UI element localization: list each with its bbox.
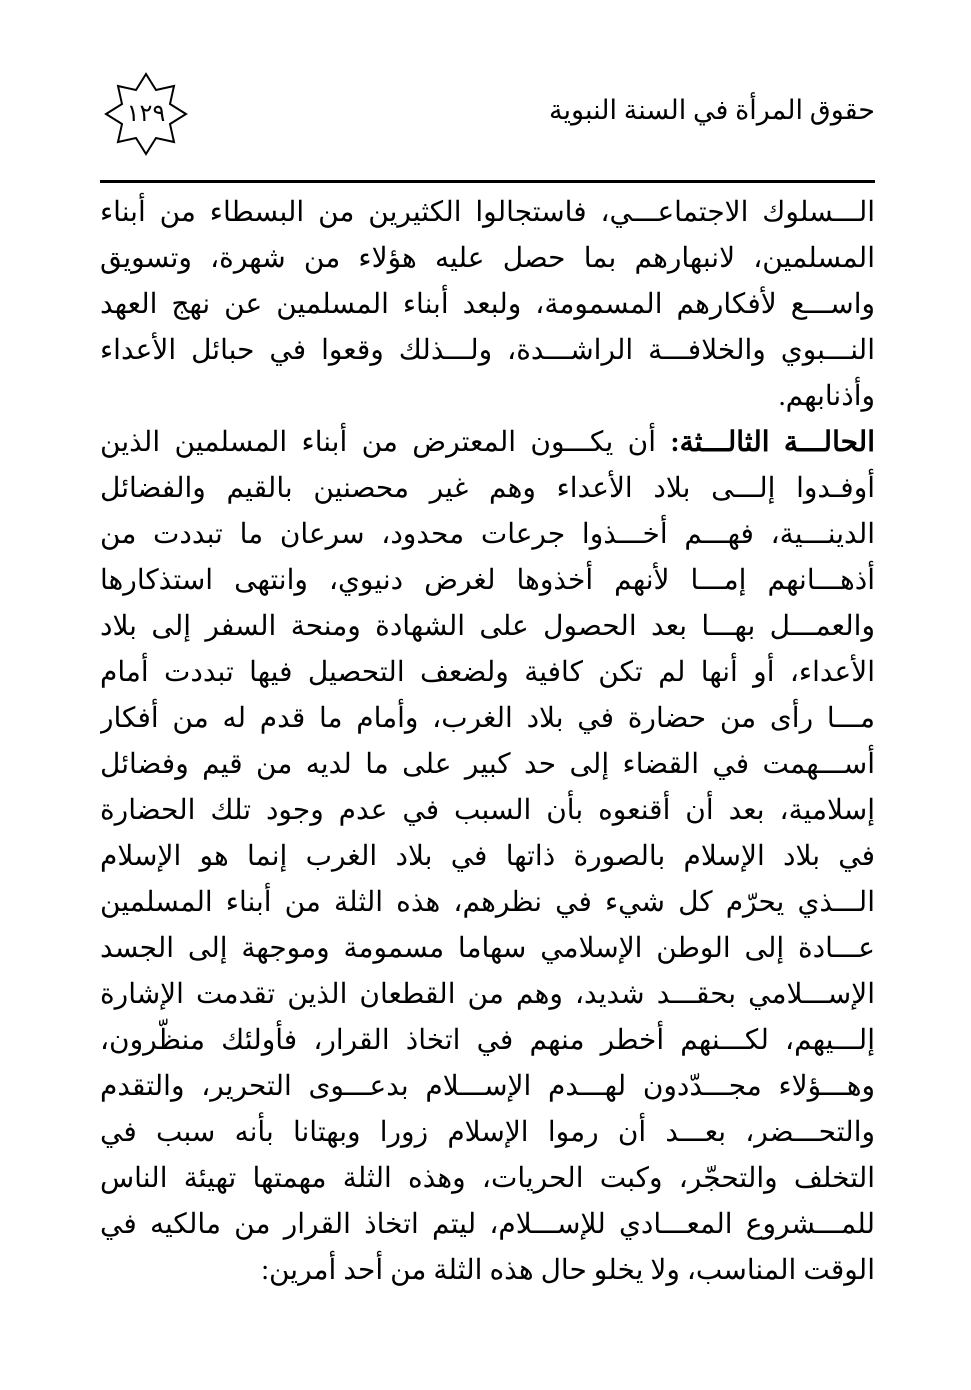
page-number-badge xyxy=(102,70,190,158)
text-line: الدينـــية، فهـــم أخـــذوا جرعات محدود، سرعان ما تبددت من xyxy=(100,519,875,550)
text-line: واســـع لأفكارهم المسمومة، ولبعد أبناء المسلمين عن نهج العهد xyxy=(100,289,875,320)
text-line: أذهـــانهم إمـــا لأنهم أخذوها لغرض دنيوي، وانتهى استذكارها xyxy=(100,565,875,596)
running-title: حقوق المرأة في السنة النبوية xyxy=(549,95,875,125)
text-line: الوقت المناسب، ولا يخلو حال هذه الثلة من أحد أمرين: xyxy=(261,1255,875,1286)
text-line: والتحـــضر، بعـــد أن رموا الإسلام زورا وبهتانا بأنه سبب في xyxy=(100,1117,875,1148)
text-line: أوفـدوا إلـــى بلاد الأعداء وهم غير محصنين بالقيم والفضائل xyxy=(100,473,875,504)
text-line: الإســـلامي بحقـــد شديد، وهم من القطعان الذين تقدمت الإشارة xyxy=(100,979,875,1010)
text-line: في بلاد الإسلام بالصورة ذاتها في بلاد الغرب إنما هو الإسلام xyxy=(100,841,875,872)
text-line: التخلف والتحجّر، وكبت الحريات، وهذه الثلة مهمتها تهيئة الناس xyxy=(100,1163,875,1194)
page-number: ١٢٩ xyxy=(126,101,166,127)
text-line: مـــا رأى من حضارة في بلاد الغرب، وأمام ما قدم له من أفكار xyxy=(100,703,875,734)
section-first-line xyxy=(100,420,875,466)
header-divider xyxy=(100,180,875,183)
text-line: النـــبوي والخلافـــة الراشـــدة، ولـــذلك وقعوا في حبائل الأعداء xyxy=(100,335,875,366)
text-line: للمـــشروع المعـــادي للإســـلام، ليتم اتخاذ القرار من مالكيه في xyxy=(100,1209,875,1240)
text-line: إسلامية، بعد أن أقنعوه بأن السبب في عدم وجود تلك الحضارة xyxy=(100,795,875,826)
text-line: وأذنابهم. xyxy=(778,381,875,412)
text-line: الـــذي يحرّم كل شيء في نظرهم، هذه الثلة من أبناء المسلمين xyxy=(100,887,875,918)
text-line: عـــادة إلى الوطن الإسلامي سهاما مسمومة وموجهة إلى الجسد xyxy=(100,933,875,964)
text-line: إلـــيهم، لكـــنهم أخطر منهم في اتخاذ القرار، فأولئك منظّرون، xyxy=(100,1025,875,1056)
section-heading: الحالـــة الثالـــثة: xyxy=(670,427,875,458)
text-line: المسلمين، لانبهارهم بما حصل عليه هؤلاء من شهرة، وتسويق xyxy=(100,243,875,274)
text-line: وهـــؤلاء مجـــدّدون لهـــدم الإســـلام بدعـــوى التحرير، والتقدم xyxy=(100,1071,875,1102)
text-line: الأعداء، أو أنها لم تكن كافية ولضعف التحصيل فيها تبددت أمام xyxy=(100,657,875,688)
text-line: والعمـــل بهـــا بعد الحصول على الشهادة ومنحة السفر إلى بلاد xyxy=(100,611,875,642)
body-text xyxy=(100,190,875,1294)
text-line: الـــسلوك الاجتماعـــي، فاستجالوا الكثيرين من البسطاء من أبناء xyxy=(100,197,875,228)
page-header xyxy=(100,70,875,170)
section-first-line-text: أن يكـــون المعترض من أبناء المسلمين الذين xyxy=(100,427,671,458)
text-line: أســـهمت في القضاء إلى حد كبير على ما لديه من قيم وفضائل xyxy=(100,749,875,780)
